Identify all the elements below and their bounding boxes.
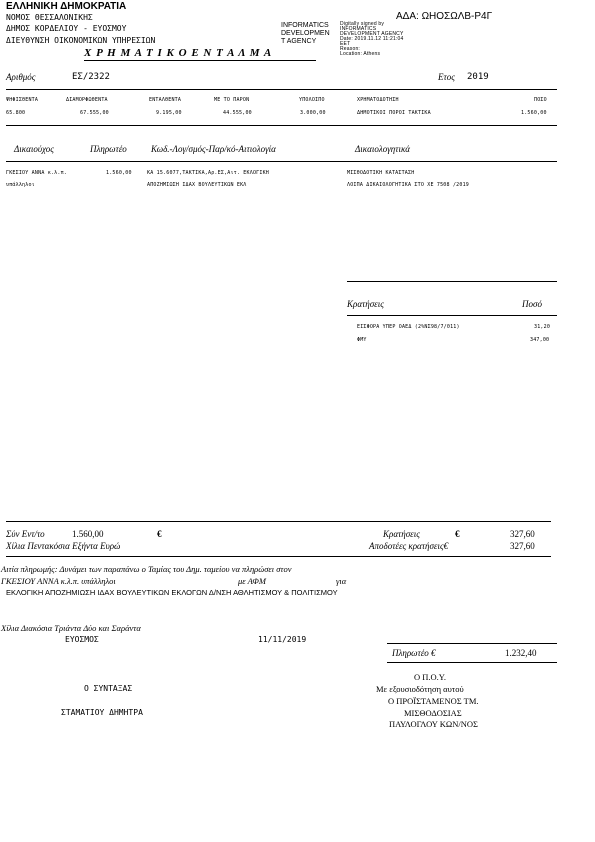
header-country: ΕΛΛΗΝΙΚΗ ΔΗΜΟΚΡΑΤΙΑ <box>6 1 127 12</box>
payee-name: ΓΚΕΣΙΟΥ ΑΝΝΑ κ.λ.π. υπάλληλοι <box>1 576 116 586</box>
payable-deductions-label: Αποδοτέες κρατήσεις€ <box>369 541 449 551</box>
stamp-detail-3: DEVELOPMENT AGENCY <box>340 31 404 37</box>
summary-value: 1.560,00 <box>521 110 547 116</box>
payment-purpose: ΕΚΛΟΓΙΚΗ ΑΠΟΖΗΜΙΩΣΗ ΙΔΑΧ ΒΟΥΛΕΥΤΙΚΩΝ ΕΚΛΟΓΩΝ Δ/ΝΣΗ ΑΘΛΗΤΙΣΜΟΥ & ΠΟΛΙΤΙΣΜΟΥ <box>6 588 338 597</box>
for-label: για <box>336 576 347 586</box>
payment-reason: ΑΠΟΖΗΜΙΩΣΗ ΙΔΑΧ ΒΟΥΛΕΥΤΙΚΩΝ ΕΚΛ <box>147 182 247 188</box>
stamp-detail-1: Digitally signed by <box>340 21 385 27</box>
ada-code: ΑΔΑ: ΩΗΟΣΩΛΒ-Ρ4Γ <box>396 11 493 22</box>
drafter-role: Ο ΣΥΝΤΑΞΑΣ <box>84 684 133 693</box>
year-label: Ετος <box>438 72 455 82</box>
main-header-rule <box>6 161 557 162</box>
year-value: 2019 <box>467 72 489 82</box>
deductions-title: Κρατήσεις <box>347 299 384 309</box>
payment-cause-line: Αιτία πληρωμής: Δυνάμει των παραπάνω ο Ταμίας του Δημ. ταμείου να πληρώσει στον <box>1 564 292 574</box>
supporting-document: ΜΙΣΘΟΔΟΤΙΚΗ ΚΑΤΑΣΤΑΣΗ <box>347 170 415 176</box>
sum-euro-sign: € <box>157 529 162 539</box>
summary-header: ΜΕ ΤΟ ΠΑΡΟΝ <box>214 97 250 103</box>
deduction-amount: 347,00 <box>530 337 550 343</box>
code-header: Κωδ.-Λογ/σμός-Παρ/κό-Αιτιολογία <box>151 144 276 154</box>
approver-title: Ο Π.Ο.Υ. <box>414 672 446 682</box>
beneficiary-name: ΓΚΕΣΙΟΥ ΑΝΝΑ κ.λ.π. <box>6 170 67 176</box>
issue-date: 11/11/2019 <box>258 635 307 644</box>
stamp-detail-2: INFORMATICS <box>340 26 377 32</box>
payable-header: Πληρωτέο <box>90 144 127 154</box>
summary-header: ΥΠΟΛΟΙΠΟ <box>299 97 325 103</box>
approver-section: ΜΙΣΘΟΔΟΣΙΑΣ <box>404 708 462 718</box>
approver-delegation: Με εξουσιοδότηση αυτού <box>376 684 464 694</box>
header-department: ΔΙΕΥΘΥΝΣΗ ΟΙΚΟΝΟΜΙΚΩΝ ΥΠΗΡΕΣΙΩΝ <box>6 36 156 45</box>
stamp-line-2: DEVELOPMEN <box>281 30 330 37</box>
beneficiary-type: υπάλληλοι <box>6 182 35 188</box>
deductions-top-rule <box>347 281 557 282</box>
header-municipality: ΔΗΜΟΣ ΚΟΡΔΕΛΙΟΥ - ΕΥΟΣΜΟΥ <box>6 24 127 33</box>
payable-box-bottom <box>387 662 557 663</box>
deductions-euro-sign: € <box>455 529 460 539</box>
summary-bottom-rule <box>6 125 557 126</box>
totals-top-rule <box>6 521 551 522</box>
summary-value: 67.555,00 <box>80 110 109 116</box>
number-label: Αριθμός <box>6 72 36 82</box>
issue-place: ΕΥΟΣΜΟΣ <box>65 635 99 644</box>
deductions-total-value: 327,60 <box>510 529 535 539</box>
summary-header: ΨΗΦΙΣΘΕΝΤΑ <box>6 97 39 103</box>
stamp-detail-6: Reason: <box>340 46 361 52</box>
tax-id-label: με ΑΦΜ <box>238 576 266 586</box>
totals-bottom-rule <box>6 556 551 557</box>
deductions-amount-header: Ποσό <box>522 299 542 309</box>
deduction-label: ΦΜΥ <box>357 337 367 343</box>
title-underline <box>84 60 316 61</box>
header-prefecture: ΝΟΜΟΣ ΘΕΣΣΑΛΟΝΙΚΗΣ <box>6 13 93 22</box>
summary-header: ΔΙΑΜΟΡΦΩΘΕΝΤΑ <box>66 97 108 103</box>
summary-value: 44.555,00 <box>223 110 252 116</box>
approver-name: ΠΑΥΛΟΓΛΟΥ ΚΩΝ/ΝΟΣ <box>389 719 478 729</box>
stamp-detail-7: Location: Athens <box>340 51 381 57</box>
summary-header: ΠΟΣΟ <box>534 97 547 103</box>
supporting-document: ΛΟΙΠΑ ΔΙΚΑΙΟΛΟΓΗΤΙΚΑ ΣΤΟ ΧΕ 7508 /2019 <box>347 182 469 188</box>
beneficiary-header: Δικαιούχος <box>14 144 54 154</box>
payable-deductions-value: 327,60 <box>510 541 535 551</box>
deductions-total-label: Κρατήσεις <box>383 529 420 539</box>
summary-value: 65.800 <box>6 110 26 116</box>
sum-value: 1.560,00 <box>72 529 104 539</box>
payable-in-words: Χίλια Διακόσια Τριάντα Δύο και Σαράντα <box>1 623 141 633</box>
account-code: ΚΑ 15.6077,ΤΑΚΤΙΚΑ,Αρ.ΕΣ,Αιτ. ΕΚΛΟΓΙΚΗ <box>147 170 269 176</box>
documents-header: Δικαιολογητικά <box>355 144 411 154</box>
sum-in-words: Χίλια Πεντακόσια Εξήντα Ευρώ <box>6 541 121 551</box>
deduction-amount: 31,20 <box>534 324 551 330</box>
payable-box-top <box>387 643 557 644</box>
sum-label: Σύν Εντ/το <box>6 529 45 539</box>
document-number: ΕΣ/2322 <box>72 72 110 82</box>
summary-value: 9.195,00 <box>156 110 182 116</box>
drafter-name: ΣΤΑΜΑΤΙΟΥ ΔΗΜΗΤΡΑ <box>61 708 143 717</box>
document-title: Χ Ρ Η Μ Α Τ Ι Κ Ο Ε Ν Τ Α Λ Μ Α <box>84 47 273 59</box>
approver-head: Ο ΠΡΟΪΣΤΑΜΕΝΟΣ ΤΜ. <box>388 696 479 706</box>
payable-label: Πληρωτέο € <box>392 648 436 658</box>
stamp-line-3: T AGENCY <box>281 38 317 45</box>
summary-header: ΕΝΤΑΛΘΕΝΤΑ <box>149 97 182 103</box>
stamp-detail-5: EET <box>340 41 351 47</box>
summary-top-rule <box>6 89 557 90</box>
deduction-label: ΕΙΣΦΟΡΑ ΥΠΕΡ ΟΑΕΔ (2%ΝΣ98/7/011) <box>357 324 460 330</box>
payable-amount: 1.560,00 <box>106 170 132 176</box>
summary-value: ΔΗΜΟΤΙΚΟΙ ΠΟΡΟΙ ΤΑΚΤΙΚΑ <box>357 110 431 116</box>
summary-value: 3.000,00 <box>300 110 326 116</box>
stamp-detail-4: Date: 2019.11.12 11:21:04 <box>340 36 404 42</box>
stamp-line-1: INFORMATICS <box>281 22 329 29</box>
summary-header: ΧΡΗΜΑΤΟΔΟΤΗΣΗ <box>357 97 399 103</box>
payable-value: 1.232,40 <box>505 648 537 658</box>
deductions-header-rule <box>347 315 557 316</box>
